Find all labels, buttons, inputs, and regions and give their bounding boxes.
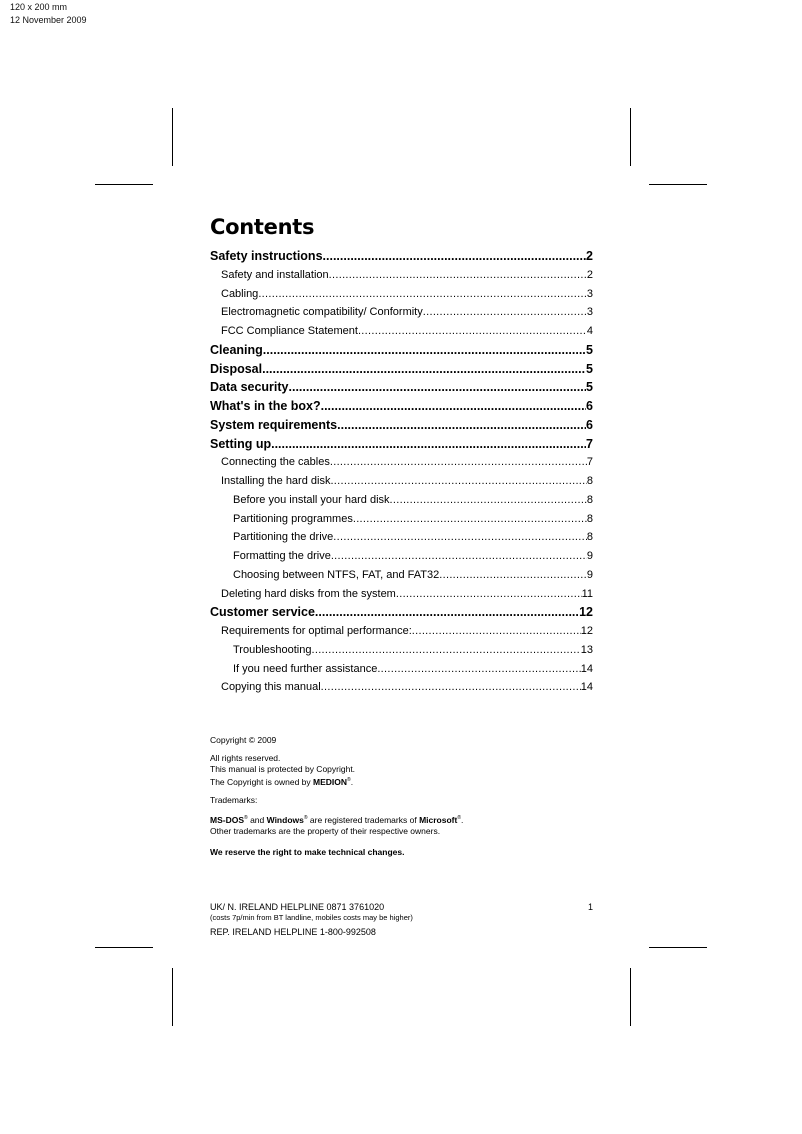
toc-entry-label: System requirements <box>210 417 338 432</box>
toc-dot-leader <box>330 472 586 491</box>
protected-notice: This manual is protected by Copyright. <box>210 764 356 774</box>
toc-entry-label: Troubleshooting <box>233 643 312 656</box>
toc-dot-leader <box>329 266 587 285</box>
toc-entry-page: 9 <box>586 568 593 581</box>
toc-entry[interactable] <box>210 622 593 641</box>
toc-dot-leader <box>315 603 579 622</box>
owner-prefix: The Copyright is owned by <box>210 776 311 787</box>
trademark-and: and <box>250 814 265 825</box>
contents-title: Contents <box>210 215 315 239</box>
toc-dot-leader <box>396 585 582 604</box>
toc-entry[interactable] <box>210 603 593 622</box>
toc-dot-leader <box>330 453 587 472</box>
toc-dot-leader <box>412 622 581 641</box>
toc-entry[interactable] <box>210 660 593 679</box>
crop-mark-bottom-right-vertical <box>630 968 631 1026</box>
toc-entry-page: 5 <box>586 342 593 357</box>
trademarks-line: MS-DOS® and Windows® are registered trademarks of Microsoft®. <box>210 814 464 825</box>
toc-dot-leader <box>321 397 586 416</box>
toc-dot-leader <box>271 435 586 454</box>
toc-entry[interactable] <box>210 453 593 472</box>
toc-entry[interactable] <box>210 285 593 304</box>
toc-dot-leader <box>258 285 587 304</box>
toc-entry-label: If you need further assistance <box>233 662 378 675</box>
toc-entry-label: Setting up <box>210 436 272 451</box>
toc-entry-label: Electromagnetic compatibility/ Conformity <box>221 306 423 319</box>
toc-entry-page: 7 <box>586 456 593 469</box>
other-trademarks: Other trademarks are the property of their respective owners. <box>210 825 441 836</box>
toc-entry-label: Customer service <box>210 605 315 620</box>
copyright-block <box>210 735 593 837</box>
toc-dot-leader <box>439 566 587 585</box>
toc-dot-leader <box>353 510 587 529</box>
trademark-windows-mark: ® <box>303 814 308 821</box>
toc-entry-label: Installing the hard disk <box>221 475 331 487</box>
toc-dot-leader <box>333 528 587 547</box>
toc-entry-page: 14 <box>580 662 593 675</box>
toc-entry-page: 8 <box>586 475 593 487</box>
toc-entry-label: Deleting hard disks from the system <box>221 587 396 600</box>
toc-entry[interactable] <box>210 585 593 604</box>
toc-dot-leader <box>289 378 587 397</box>
toc-entry-page: 12 <box>579 605 593 620</box>
toc-entry-label: Connecting the cables <box>221 456 330 469</box>
toc-entry-label: Cleaning <box>210 342 263 357</box>
toc-entry[interactable] <box>210 322 593 341</box>
toc-entry-page: 12 <box>580 625 593 637</box>
toc-entry[interactable] <box>210 641 593 660</box>
toc-entry[interactable] <box>210 378 593 397</box>
toc-dot-leader <box>377 660 580 679</box>
toc-entry-label: What's in the box? <box>210 399 321 413</box>
toc-entry-label: Cabling <box>221 287 259 300</box>
toc-dot-leader <box>321 678 581 697</box>
helpline-row <box>210 901 593 913</box>
toc-entry-page: 5 <box>586 380 593 395</box>
toc-entry-page: 8 <box>586 512 593 525</box>
page-footer <box>210 901 593 938</box>
owner-notice: The Copyright is owned by MEDION®. <box>210 776 354 787</box>
ireland-helpline: REP. IRELAND HELPLINE 1-800-992508 <box>210 927 376 937</box>
toc-entry-label: Partitioning programmes <box>233 512 353 525</box>
toc-dot-leader <box>323 247 587 266</box>
toc-entry-page: 2 <box>586 249 593 263</box>
toc-dot-leader <box>263 341 586 360</box>
copyright-year: Copyright © 2009 <box>210 735 277 745</box>
toc-entry[interactable] <box>210 510 593 529</box>
trademark-registered-text: are registered trademarks of <box>309 814 417 825</box>
crop-mark-bottom-right-horizontal <box>649 947 707 948</box>
toc-entry-page: 5 <box>586 361 593 376</box>
uk-helpline: UK/ N. IRELAND HELPLINE 0871 3761020 <box>210 902 385 912</box>
toc-dot-leader <box>311 641 580 660</box>
toc-entry[interactable] <box>210 678 593 697</box>
toc-entry-label: Safety instructions <box>210 249 323 263</box>
trademark-windows: Windows <box>266 814 304 825</box>
toc-entry-page: 2 <box>586 268 593 281</box>
toc-entry-page: 14 <box>580 681 593 694</box>
toc-entry-page: 4 <box>586 325 593 337</box>
toc-entry-page: 6 <box>586 417 593 432</box>
toc-entry-label: Safety and installation <box>221 268 329 281</box>
contents-section <box>210 214 593 697</box>
trademark-msdos-mark: ® <box>244 814 248 821</box>
crop-mark-bottom-left-vertical <box>172 968 173 1026</box>
crop-mark-top-left-vertical <box>172 108 173 166</box>
crop-mark-top-left-horizontal <box>95 184 153 185</box>
toc-entry-label: Requirements for optimal performance: <box>221 625 412 637</box>
page-size-label: 120 x 200 mm <box>10 2 68 12</box>
toc-entry-label: Partitioning the drive <box>233 531 334 544</box>
trademarks-heading: Trademarks: <box>210 794 258 805</box>
toc-entry-label: Before you install your hard disk <box>233 493 390 506</box>
toc-entry[interactable] <box>210 341 593 360</box>
toc-entry[interactable] <box>210 528 593 547</box>
toc-list <box>210 247 593 697</box>
toc-entry-page: 8 <box>586 531 593 544</box>
technical-changes-note: We reserve the right to make technical changes. <box>210 847 405 857</box>
toc-entry-label: Formatting the drive <box>233 550 331 562</box>
toc-entry[interactable] <box>210 472 593 491</box>
toc-entry[interactable] <box>210 247 593 266</box>
toc-entry-page: 3 <box>586 306 593 319</box>
toc-entry-page: 13 <box>580 643 593 656</box>
trademark-microsoft: Microsoft <box>419 814 458 825</box>
owner-name: MEDION <box>313 776 348 787</box>
toc-dot-leader <box>423 303 587 322</box>
toc-entry[interactable] <box>210 491 593 510</box>
toc-entry-page: 7 <box>586 436 593 451</box>
toc-entry-label: Disposal <box>210 361 263 376</box>
crop-mark-bottom-left-horizontal <box>95 947 153 948</box>
rights-reserved: All rights reserved. <box>210 753 281 763</box>
toc-dot-leader <box>262 360 586 379</box>
toc-entry-page: 9 <box>586 550 593 562</box>
toc-entry-page: 3 <box>586 287 593 300</box>
toc-entry[interactable] <box>210 266 593 285</box>
toc-dot-leader <box>390 491 587 510</box>
crop-mark-top-right-horizontal <box>649 184 707 185</box>
date-label: 12 November 2009 <box>10 15 87 25</box>
toc-entry[interactable] <box>210 397 593 416</box>
toc-entry-page: 8 <box>586 493 593 506</box>
toc-entry-label: Choosing between NTFS, FAT, and FAT32 <box>233 568 440 581</box>
toc-entry-label: Copying this manual <box>221 681 321 694</box>
toc-entry-label: FCC Compliance Statement <box>221 325 358 337</box>
toc-entry[interactable] <box>210 303 593 322</box>
trademark-msdos: MS-DOS <box>210 814 244 825</box>
owner-registered-mark: ® <box>347 777 351 783</box>
call-costs: (costs 7p/min from BT landline, mobiles costs may be higher) <box>210 913 413 922</box>
toc-entry-page: 11 <box>581 587 593 600</box>
toc-entry-page: 6 <box>586 399 593 413</box>
toc-entry[interactable] <box>210 416 593 435</box>
toc-dot-leader <box>331 547 587 566</box>
toc-dot-leader <box>358 322 587 341</box>
page-number: 1 <box>587 902 593 912</box>
toc-dot-leader <box>337 416 586 435</box>
trademark-microsoft-mark: ® <box>457 814 462 821</box>
toc-entry[interactable] <box>210 435 593 454</box>
crop-mark-top-right-vertical <box>630 108 631 166</box>
toc-entry[interactable] <box>210 566 593 585</box>
toc-entry[interactable] <box>210 547 593 566</box>
toc-entry-label: Data security <box>210 380 289 395</box>
toc-entry[interactable] <box>210 360 593 379</box>
